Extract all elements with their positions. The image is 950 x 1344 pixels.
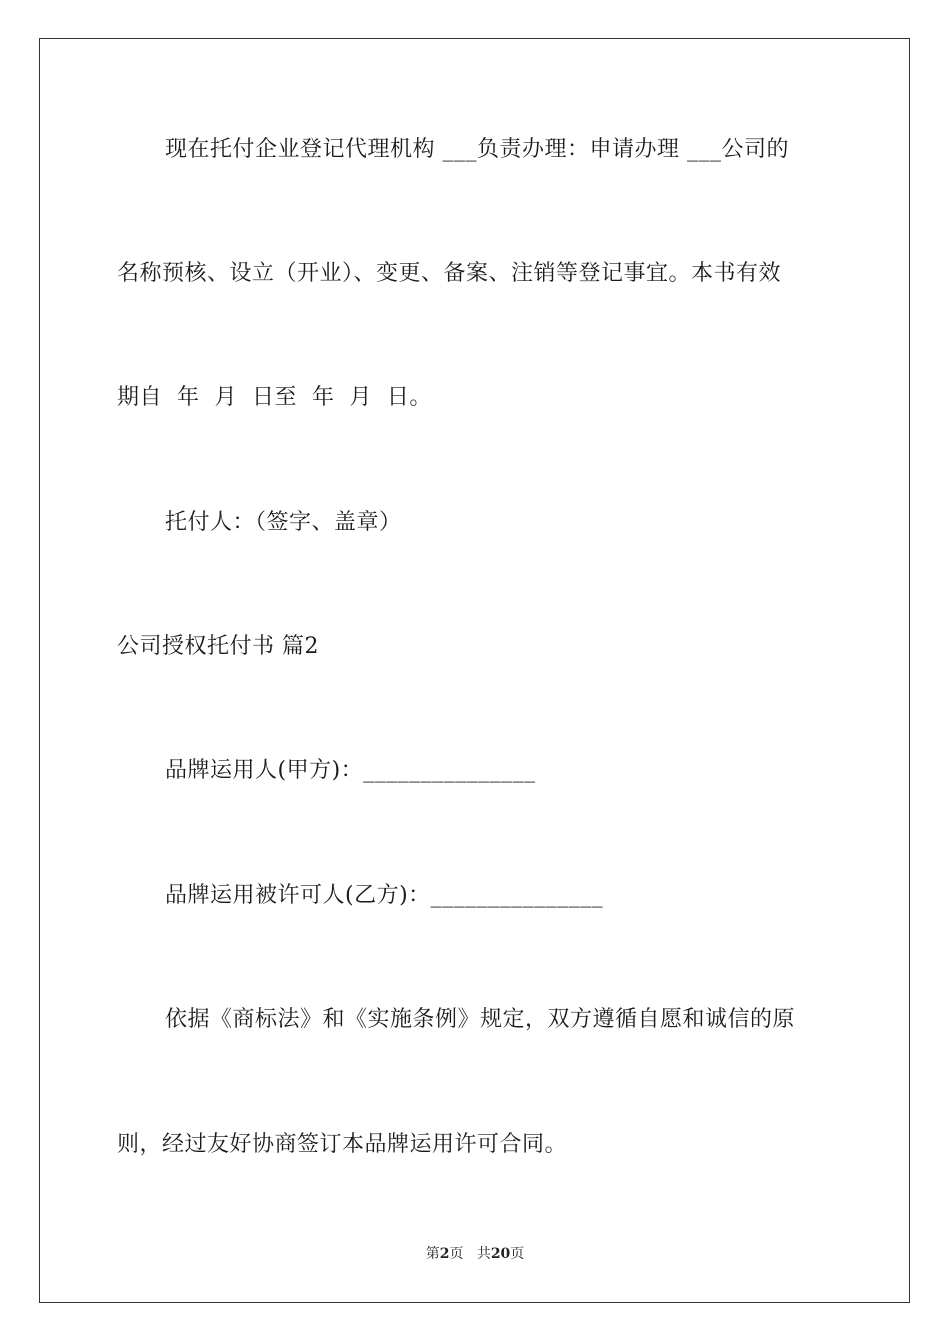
- footer-total-prefix: 共: [476, 1246, 491, 1262]
- page-border: [39, 38, 910, 1303]
- paragraph-line-1: 现在托付企业登记代理机构 ___负责办理：申请办理 ___公司的: [165, 137, 789, 162]
- paragraph-line-3: 期自 年 月 日至 年 月 日。: [117, 385, 432, 410]
- footer-page-prefix: 第: [425, 1246, 440, 1262]
- footer-total-number: 20: [490, 1246, 511, 1262]
- paragraph-line-9: 则，经过友好协商签订本品牌运用许可合同。: [117, 1132, 568, 1157]
- party-a-line: 品牌运用人(甲方)：_______________: [165, 758, 536, 783]
- footer-page-number: 2: [439, 1246, 450, 1262]
- footer-page-suffix: 页: [449, 1246, 464, 1262]
- section-heading: 公司授权托付书 篇2: [117, 634, 319, 659]
- paragraph-line-2: 名称预核、设立（开业）、变更、备案、注销等登记事宜。本书有效: [117, 261, 782, 286]
- principal-signature-line: 托付人：（签字、盖章）: [165, 510, 402, 535]
- party-b-line: 品牌运用被许可人(乙方)：_______________: [165, 883, 604, 908]
- paragraph-line-8: 依据《商标法》和《实施条例》规定，双方遵循自愿和诚信的原: [165, 1007, 796, 1032]
- page-footer: [0, 1244, 950, 1264]
- footer-total-suffix: 页: [510, 1246, 525, 1262]
